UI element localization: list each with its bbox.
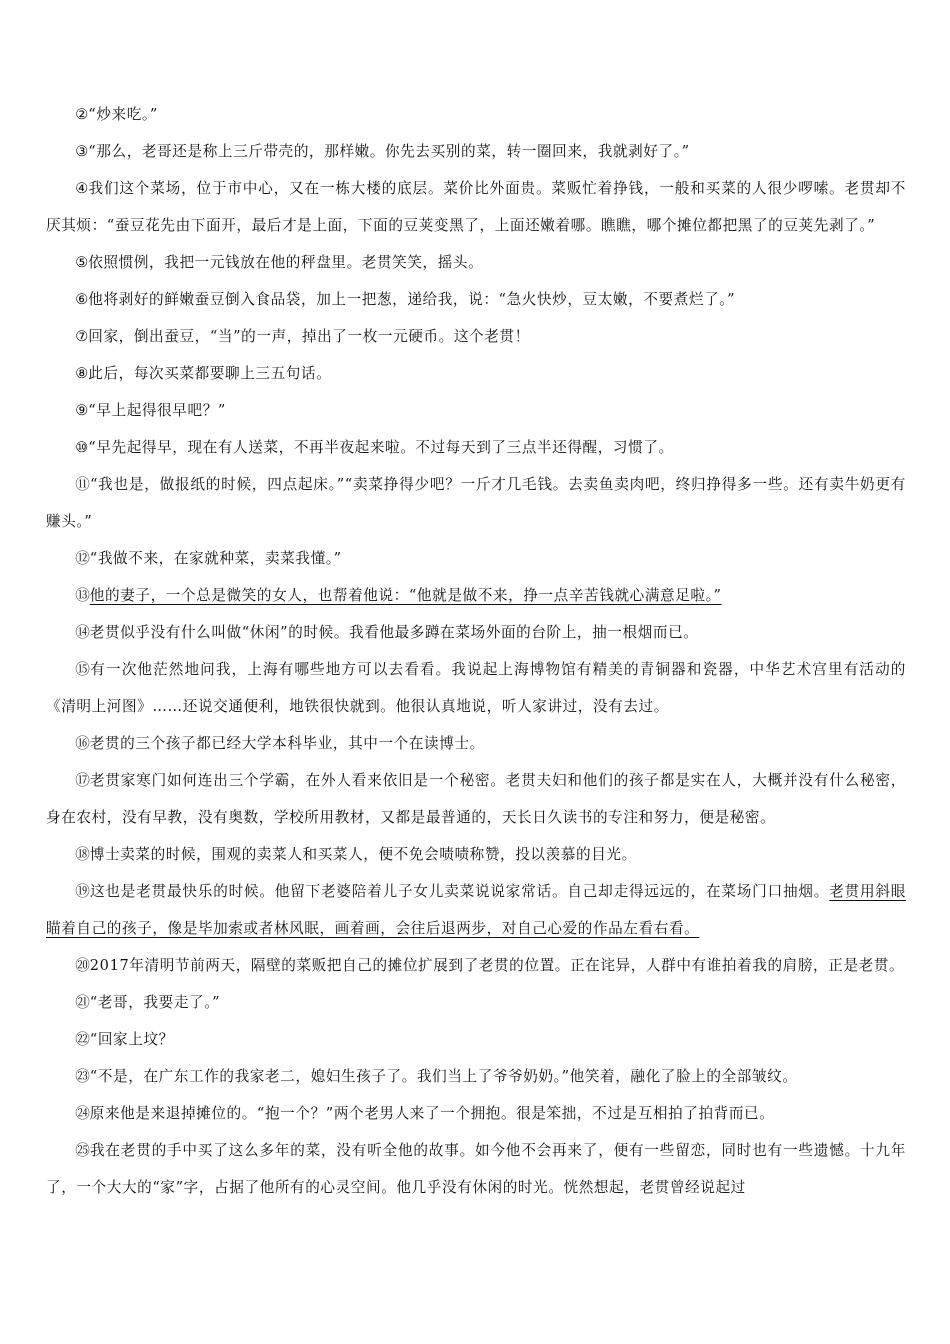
paragraph-number: ⑦ — [75, 328, 89, 345]
paragraph — [46, 1058, 906, 1095]
paragraph — [46, 1021, 906, 1058]
paragraph-text: 我在老贯的手中买了这么多年的菜，没有听全他的故事。如今他不会再来了，便有一些留恋，同时也有一些遗憾。十九年了，一个大大的“家”字，占据了他所有的心灵空间。他几乎没有休闲的时光。恍然想起，老贯曾经说起过 — [46, 1142, 906, 1196]
paragraph-text: 老贯的三个孩子都已经大学本科毕业，其中一个在读博士。 — [89, 735, 485, 752]
paragraph-number: ㉓ — [75, 1068, 90, 1085]
paragraph-number: ⑨ — [75, 402, 89, 419]
paragraph-text: “老哥，我要走了。” — [89, 994, 221, 1011]
paragraph-number: ㉕ — [75, 1142, 90, 1159]
paragraph-number: ⑧ — [75, 365, 89, 382]
underlined-text: 老贯用斜眼瞄着自己的孩子，像是毕加索或者林风眠，画着画，会往后退两步，对自己心爱的作品左看右看。 — [46, 883, 906, 937]
paragraph — [46, 873, 906, 947]
paragraph-number: ② — [75, 106, 89, 123]
paragraph-text: “炒来吃。” — [88, 106, 158, 123]
paragraph-text: 他将剥好的鲜嫩蚕豆倒入食品袋，加上一把葱，递给我，说：“急火快炒，豆太嫩，不要煮烂了。” — [88, 291, 736, 308]
paragraph-number: ⑭ — [75, 624, 90, 641]
paragraph — [46, 762, 906, 836]
paragraph-number: ㉑ — [75, 994, 90, 1011]
paragraph-number: ④ — [75, 180, 89, 197]
paragraph — [46, 651, 906, 725]
paragraph-number: ㉒ — [75, 1031, 90, 1048]
paragraph — [46, 96, 906, 133]
paragraph-number: ⑪ — [75, 476, 90, 493]
paragraph — [46, 466, 906, 540]
paragraph-text: 原来他是来退掉摊位的。“抱一个？”两个老男人来了一个拥抱。很是笨拙，不过是互相拍了拍背而已。 — [89, 1105, 775, 1122]
paragraph-text: “不是，在广东工作的我家老二，媳妇生孩子了。我们当上了爷爷奶奶。”他笑着，融化了脸上的全部皱纹。 — [89, 1068, 798, 1085]
paragraph — [46, 725, 906, 762]
paragraph-text: “那么，老哥还是称上三斤带壳的，那样嫩。你先去买别的菜，转一圈回来，我就剥好了。” — [88, 143, 690, 160]
paragraph — [46, 429, 906, 466]
paragraph — [46, 614, 906, 651]
paragraph — [46, 392, 906, 429]
paragraph-text: “早先起得早，现在有人送菜，不再半夜起来啦。不过每天到了三点半还得醒，习惯了。 — [88, 439, 674, 456]
paragraph — [46, 1132, 906, 1206]
paragraph-number: ⑰ — [75, 772, 90, 789]
paragraph — [46, 1095, 906, 1132]
paragraph — [46, 836, 906, 873]
paragraph-number: ⑥ — [75, 291, 89, 308]
paragraph-text: “我做不来，在家就种菜，卖菜我懂。” — [89, 550, 342, 567]
paragraph-number: ⑯ — [75, 735, 90, 752]
paragraph-number: ③ — [75, 143, 89, 160]
article-body — [46, 96, 906, 1206]
paragraph-text: 回家，倒出蚕豆，“当”的一声，掉出了一枚一元硬币。这个老贯！ — [88, 328, 530, 345]
paragraph-text: 博士卖菜的时候，围观的卖菜人和买菜人，便不免会啧啧称赞，投以羡慕的目光。 — [89, 846, 637, 863]
paragraph — [46, 318, 906, 355]
paragraph-text: 老贯似乎没有什么叫做“休闲”的时候。我看他最多蹲在菜场外面的台阶上，抽一根烟而已。 — [89, 624, 699, 641]
underlined-text: 他的妻子，一个总是微笑的女人，也帮着他说：“他就是做不来，挣一点辛苦钱就心满意足啦。” — [89, 587, 722, 604]
paragraph-number: ⑲ — [75, 883, 90, 900]
paragraph-text: 老贯家寒门如何连出三个学霸，在外人看来依旧是一个秘密。老贯夫妇和他们的孩子都是实在人，大概并没有什么秘密，身在农村，没有早教，没有奥数，学校所用教材，又都是最普通的，天长日久读书的专注和努力，便是秘密。 — [46, 772, 906, 826]
paragraph — [46, 281, 906, 318]
paragraph-number: ㉔ — [75, 1105, 90, 1122]
paragraph-number: ⑤ — [75, 254, 89, 271]
paragraph-text: “我也是，做报纸的时候，四点起床。”“卖菜挣得少吧？一斤才几毛钱。去卖鱼卖肉吧，终归挣得多一些。还有卖牛奶更有赚头。” — [46, 476, 906, 530]
paragraph-text: 此后，每次买菜都要聊上三五句话。 — [88, 365, 332, 382]
paragraph — [46, 540, 906, 577]
paragraph — [46, 577, 906, 614]
paragraph-number: ⑮ — [75, 661, 91, 678]
paragraph-number: ⑫ — [75, 550, 90, 567]
paragraph — [46, 170, 906, 244]
paragraph-number: ⑩ — [75, 439, 89, 456]
paragraph-text: 2017年清明节前两天，隔壁的菜贩把自己的摊位扩展到了老贯的位置。正在诧异，人群中有谁拍着我的肩膀，正是老贯。 — [89, 957, 905, 974]
paragraph-text: 我们这个菜场，位于市中心，又在一栋大楼的底层。菜价比外面贵。菜贩忙着挣钱，一般和买菜的人很少啰嗦。老贯却不厌其烦：“蚕豆花先由下面开，最后才是上面，下面的豆荚变黑了，上面还嫩着哪。瞧瞧，哪个摊位都把黑了的豆荚先剥了。” — [46, 180, 906, 234]
paragraph-text: “回家上坟？ — [89, 1031, 174, 1048]
paragraph-text: “早上起得很早吧？” — [88, 402, 226, 419]
paragraph-text: 依照惯例，我把一元钱放在他的秤盘里。老贯笑笑，摇头。 — [88, 254, 484, 271]
paragraph — [46, 984, 906, 1021]
paragraph — [46, 133, 906, 170]
paragraph — [46, 355, 906, 392]
paragraph-text: 有一次他茫然地问我，上海有哪些地方可以去看看。我说起上海博物馆有精美的青铜器和瓷器，中华艺术宫里有活动的《清明上河图》……还说交通便利，地铁很快就到。他很认真地说，听人家讲过，没有去过。 — [46, 661, 906, 715]
paragraph-text: 这也是老贯最快乐的时候。他留下老婆陪着儿子女儿卖菜说说家常话。自己却走得远远的，在菜场门口抽烟。 — [90, 883, 830, 900]
paragraph — [46, 947, 906, 984]
paragraph — [46, 244, 906, 281]
paragraph-number: ⑳ — [75, 957, 90, 974]
paragraph-number: ⑱ — [75, 846, 90, 863]
paragraph-number: ⑬ — [75, 587, 90, 604]
